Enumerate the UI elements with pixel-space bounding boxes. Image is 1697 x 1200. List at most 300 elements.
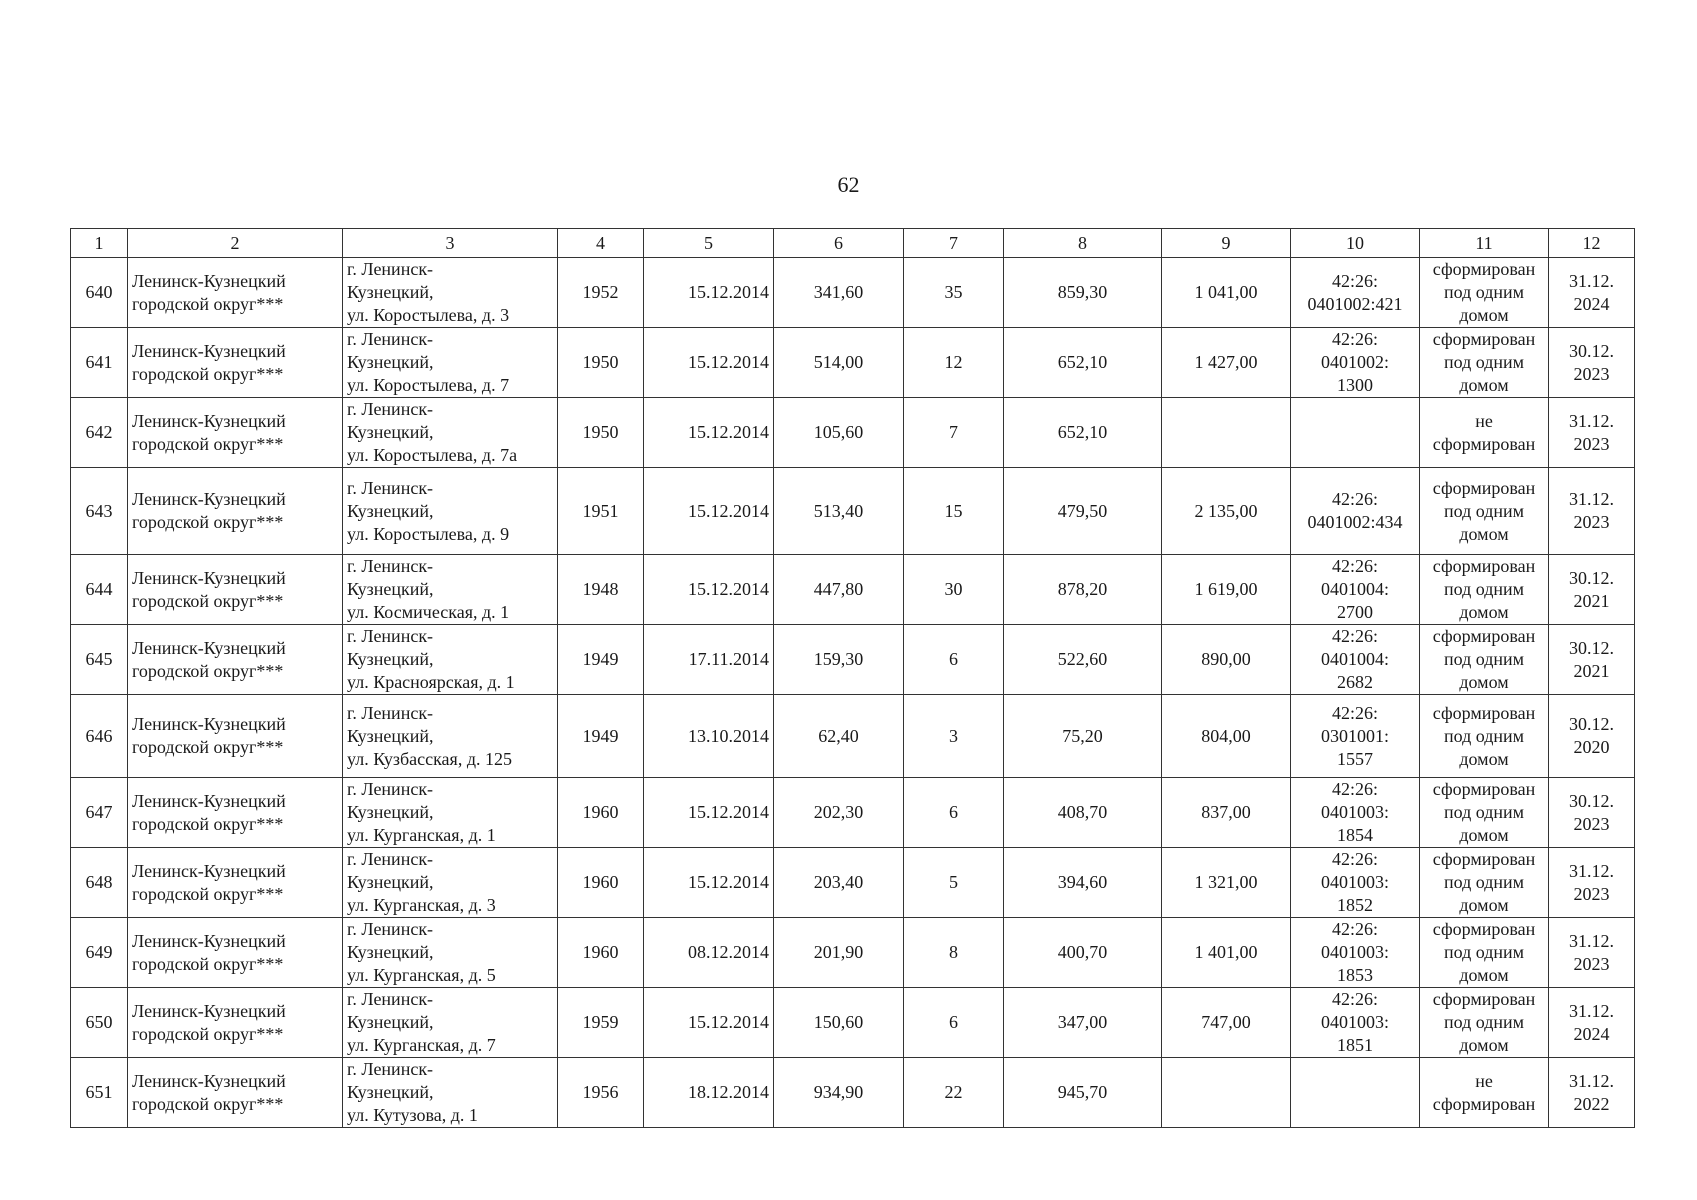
deadline-cell-line: 2023 xyxy=(1573,813,1610,834)
row-number-cell: 651 xyxy=(71,1058,128,1128)
year-cell: 1949 xyxy=(558,695,644,778)
address-cell xyxy=(343,468,558,555)
address-cell-line: ул. Курганская, д. 1 xyxy=(347,825,496,845)
cadastral-number-cell-line: 42:26: xyxy=(1331,556,1378,576)
cadastral-number-cell xyxy=(1291,918,1420,988)
row-number-cell: 645 xyxy=(71,625,128,695)
table-row xyxy=(71,555,1635,625)
municipality-cell xyxy=(128,848,343,918)
year-cell: 1959 xyxy=(558,988,644,1058)
value-cell-9: 804,00 xyxy=(1162,695,1291,778)
deadline-cell xyxy=(1549,988,1635,1058)
cadastral-number-cell-line: 0401004: xyxy=(1320,649,1389,669)
cadastral-number-cell-line: 2682 xyxy=(1337,672,1373,692)
cadastral-number-cell-line: 1300 xyxy=(1337,375,1373,395)
cadastral-number-cell xyxy=(1291,555,1420,625)
address-cell-line: Кузнецкий, xyxy=(347,500,434,521)
cadastral-number-cell-line: 1854 xyxy=(1337,825,1373,845)
date-cell: 15.12.2014 xyxy=(644,328,774,398)
deadline-cell-line: 30.12. xyxy=(1569,790,1614,811)
value-cell-9 xyxy=(1162,398,1291,468)
address-cell-line: г. Ленинск- xyxy=(347,849,434,869)
deadline-cell-line: 31.12. xyxy=(1569,1070,1614,1091)
value-cell-6: 202,30 xyxy=(774,778,904,848)
deadline-cell-line: 30.12. xyxy=(1569,637,1614,658)
municipality-cell-line: городской округ*** xyxy=(132,1023,284,1044)
address-cell-line: ул. Космическая, д. 1 xyxy=(347,602,510,622)
deadline-cell-line: 2024 xyxy=(1573,293,1610,314)
deadline-cell xyxy=(1549,468,1635,555)
year-cell: 1949 xyxy=(558,625,644,695)
value-cell-8: 479,50 xyxy=(1004,468,1162,555)
table-row xyxy=(71,258,1635,328)
address-cell xyxy=(343,918,558,988)
deadline-cell xyxy=(1549,398,1635,468)
land-status-cell-line: домом xyxy=(1459,602,1509,622)
land-status-cell-line: под одним xyxy=(1443,352,1525,372)
value-cell-7: 8 xyxy=(904,918,1004,988)
cadastral-number-cell-line: 0401002:421 xyxy=(1307,293,1403,314)
cadastral-number-cell xyxy=(1291,258,1420,328)
deadline-cell xyxy=(1549,555,1635,625)
cadastral-number-cell xyxy=(1291,695,1420,778)
date-cell: 15.12.2014 xyxy=(644,258,774,328)
municipality-cell-line: Ленинск-Кузнецкий xyxy=(132,340,286,361)
date-cell: 17.11.2014 xyxy=(644,625,774,695)
land-status-cell-line: под одним xyxy=(1443,282,1525,302)
value-cell-7: 35 xyxy=(904,258,1004,328)
land-status-cell-line: сформирован xyxy=(1432,626,1536,646)
address-cell-line: Кузнецкий, xyxy=(347,872,434,892)
value-cell-7: 12 xyxy=(904,328,1004,398)
municipality-cell-line: городской округ*** xyxy=(132,1093,284,1114)
cadastral-number-cell-line: 42:26: xyxy=(1331,702,1378,723)
cadastral-number-cell-line: 42:26: xyxy=(1331,779,1378,799)
deadline-cell-line: 2023 xyxy=(1573,363,1610,384)
address-cell-line: г. Ленинск- xyxy=(347,989,434,1009)
municipality-cell xyxy=(128,328,343,398)
table-row xyxy=(71,398,1635,468)
land-status-cell-line: сформирован xyxy=(1432,779,1536,799)
deadline-cell-line: 31.12. xyxy=(1569,489,1614,509)
address-cell-line: Кузнецкий, xyxy=(347,1012,434,1032)
land-status-cell-line: сформирован xyxy=(1432,329,1536,349)
cadastral-number-cell-line: 0401004: xyxy=(1320,579,1389,599)
address-cell-line: ул. Коростылева, д. 7 xyxy=(347,375,510,395)
land-status-cell xyxy=(1420,468,1549,555)
column-header: 2 xyxy=(128,229,343,258)
date-cell: 13.10.2014 xyxy=(644,695,774,778)
address-cell-line: ул. Курганская, д. 3 xyxy=(347,895,496,915)
land-status-cell xyxy=(1420,398,1549,468)
address-cell xyxy=(343,988,558,1058)
land-status-cell xyxy=(1420,328,1549,398)
deadline-cell-line: 2022 xyxy=(1573,1093,1610,1114)
column-header: 6 xyxy=(774,229,904,258)
value-cell-9: 837,00 xyxy=(1162,778,1291,848)
address-cell-line: Кузнецкий, xyxy=(347,422,434,442)
municipality-cell-line: городской округ*** xyxy=(132,512,284,532)
address-cell-line: г. Ленинск- xyxy=(347,259,434,279)
land-status-cell-line: под одним xyxy=(1443,649,1525,669)
land-status-cell-line: домом xyxy=(1459,305,1509,325)
cadastral-number-cell-line: 1557 xyxy=(1337,748,1373,769)
municipality-cell-line: городской округ*** xyxy=(132,293,284,314)
land-status-cell-line: сформирован xyxy=(1432,477,1536,498)
municipality-cell-line: городской округ*** xyxy=(132,590,284,611)
table-row xyxy=(71,695,1635,778)
row-number-cell: 650 xyxy=(71,988,128,1058)
land-status-cell-line: сформирован xyxy=(1432,702,1536,723)
municipality-cell-line: городской округ*** xyxy=(132,660,284,681)
deadline-cell-line: 31.12. xyxy=(1569,860,1614,881)
column-header: 12 xyxy=(1549,229,1635,258)
land-status-cell-line: сформирован xyxy=(1432,1093,1536,1114)
land-status-cell-line: под одним xyxy=(1443,802,1525,822)
deadline-cell-line: 2021 xyxy=(1573,590,1610,611)
municipality-cell xyxy=(128,625,343,695)
value-cell-9: 1 041,00 xyxy=(1162,258,1291,328)
header-row xyxy=(71,229,1635,258)
date-cell: 15.12.2014 xyxy=(644,778,774,848)
land-status-cell-line: сформирован xyxy=(1432,989,1536,1009)
municipality-cell-line: Ленинск-Кузнецкий xyxy=(132,1070,286,1091)
municipality-cell-line: Ленинск-Кузнецкий xyxy=(132,567,286,588)
address-cell-line: г. Ленинск- xyxy=(347,556,434,576)
value-cell-6: 62,40 xyxy=(774,695,904,778)
address-cell-line: Кузнецкий, xyxy=(347,579,434,599)
land-status-cell-line: под одним xyxy=(1443,872,1525,892)
row-number-cell: 646 xyxy=(71,695,128,778)
value-cell-8: 652,10 xyxy=(1004,328,1162,398)
municipality-cell-line: Ленинск-Кузнецкий xyxy=(132,637,286,658)
year-cell: 1960 xyxy=(558,778,644,848)
deadline-cell-line: 30.12. xyxy=(1569,340,1614,361)
value-cell-8: 408,70 xyxy=(1004,778,1162,848)
deadline-cell-line: 2023 xyxy=(1573,433,1610,454)
cadastral-number-cell-line: 42:26: xyxy=(1331,329,1378,349)
value-cell-9: 747,00 xyxy=(1162,988,1291,1058)
land-status-cell-line: домом xyxy=(1459,1035,1509,1055)
deadline-cell-line: 2023 xyxy=(1573,953,1610,974)
cadastral-number-cell-line: 0401003: xyxy=(1320,1012,1389,1032)
column-header: 5 xyxy=(644,229,774,258)
address-cell-line: ул. Кутузова, д. 1 xyxy=(347,1105,478,1125)
value-cell-7: 6 xyxy=(904,988,1004,1058)
land-status-cell-line: под одним xyxy=(1443,1012,1525,1032)
deadline-cell-line: 30.12. xyxy=(1569,567,1614,588)
cadastral-number-cell-line: 0401003: xyxy=(1320,872,1389,892)
deadline-cell xyxy=(1549,695,1635,778)
cadastral-number-cell-line: 0401003: xyxy=(1320,802,1389,822)
table-row xyxy=(71,328,1635,398)
address-cell-line: г. Ленинск- xyxy=(347,329,434,349)
date-cell: 08.12.2014 xyxy=(644,918,774,988)
row-number-cell: 647 xyxy=(71,778,128,848)
deadline-cell xyxy=(1549,848,1635,918)
address-cell-line: г. Ленинск- xyxy=(347,477,434,498)
table-row xyxy=(71,1058,1635,1128)
year-cell: 1951 xyxy=(558,468,644,555)
value-cell-8: 945,70 xyxy=(1004,1058,1162,1128)
cadastral-number-cell-line: 42:26: xyxy=(1331,919,1378,939)
row-number-cell: 644 xyxy=(71,555,128,625)
cadastral-number-cell-line: 42:26: xyxy=(1331,849,1378,869)
date-cell: 15.12.2014 xyxy=(644,398,774,468)
land-status-cell-line: сформирован xyxy=(1432,849,1536,869)
table-row xyxy=(71,468,1635,555)
address-cell-line: г. Ленинск- xyxy=(347,626,434,646)
municipality-cell-line: Ленинск-Кузнецкий xyxy=(132,714,286,734)
value-cell-6: 203,40 xyxy=(774,848,904,918)
address-cell xyxy=(343,328,558,398)
deadline-cell-line: 31.12. xyxy=(1569,1000,1614,1021)
address-cell-line: Кузнецкий, xyxy=(347,352,434,372)
land-status-cell-line: домом xyxy=(1459,895,1509,915)
address-cell-line: ул. Красноярская, д. 1 xyxy=(347,672,515,692)
date-cell: 15.12.2014 xyxy=(644,848,774,918)
land-status-cell xyxy=(1420,778,1549,848)
municipality-cell-line: Ленинск-Кузнецкий xyxy=(132,790,286,811)
value-cell-8: 859,30 xyxy=(1004,258,1162,328)
value-cell-6: 934,90 xyxy=(774,1058,904,1128)
row-number-cell: 649 xyxy=(71,918,128,988)
year-cell: 1950 xyxy=(558,398,644,468)
cadastral-number-cell-line: 42:26: xyxy=(1331,626,1378,646)
deadline-cell xyxy=(1549,778,1635,848)
column-header: 9 xyxy=(1162,229,1291,258)
address-cell-line: ул. Коростылева, д. 3 xyxy=(347,305,510,325)
value-cell-6: 341,60 xyxy=(774,258,904,328)
row-number-cell: 640 xyxy=(71,258,128,328)
table-row xyxy=(71,988,1635,1058)
address-cell-line: ул. Коростылева, д. 9 xyxy=(347,523,510,544)
cadastral-number-cell xyxy=(1291,848,1420,918)
cadastral-number-cell-line: 0401003: xyxy=(1320,942,1389,962)
value-cell-8: 347,00 xyxy=(1004,988,1162,1058)
municipality-cell xyxy=(128,918,343,988)
table-row xyxy=(71,918,1635,988)
deadline-cell-line: 2024 xyxy=(1573,1023,1610,1044)
cadastral-number-cell xyxy=(1291,778,1420,848)
column-header: 4 xyxy=(558,229,644,258)
address-cell xyxy=(343,848,558,918)
municipality-cell xyxy=(128,468,343,555)
cadastral-number-cell-line: 1852 xyxy=(1337,895,1373,915)
value-cell-7: 22 xyxy=(904,1058,1004,1128)
address-cell xyxy=(343,258,558,328)
value-cell-8: 878,20 xyxy=(1004,555,1162,625)
land-status-cell-line: сформирован xyxy=(1432,433,1536,454)
deadline-cell-line: 31.12. xyxy=(1569,930,1614,951)
cadastral-number-cell-line: 1851 xyxy=(1337,1035,1373,1055)
value-cell-6: 514,00 xyxy=(774,328,904,398)
cadastral-number-cell-line: 42:26: xyxy=(1331,989,1378,1009)
municipality-cell-line: Ленинск-Кузнецкий xyxy=(132,270,286,291)
cadastral-number-cell-line: 1853 xyxy=(1337,965,1373,985)
municipality-cell-line: Ленинск-Кузнецкий xyxy=(132,860,286,881)
municipality-cell xyxy=(128,778,343,848)
land-status-cell-line: сформирован xyxy=(1432,259,1536,279)
cadastral-number-cell xyxy=(1291,328,1420,398)
address-cell-line: г. Ленинск- xyxy=(347,779,434,799)
value-cell-7: 6 xyxy=(904,625,1004,695)
land-status-cell-line: домом xyxy=(1459,375,1509,395)
land-status-cell-line: сформирован xyxy=(1432,556,1536,576)
cadastral-number-cell-line: 42:26: xyxy=(1331,489,1378,509)
row-number-cell: 643 xyxy=(71,468,128,555)
municipality-cell-line: городской округ*** xyxy=(132,813,284,834)
municipality-cell xyxy=(128,1058,343,1128)
deadline-cell xyxy=(1549,328,1635,398)
cadastral-number-cell-line: 0301001: xyxy=(1320,725,1389,746)
municipality-cell-line: Ленинск-Кузнецкий xyxy=(132,1000,286,1021)
address-cell xyxy=(343,398,558,468)
value-cell-9: 2 135,00 xyxy=(1162,468,1291,555)
land-status-cell xyxy=(1420,555,1549,625)
year-cell: 1956 xyxy=(558,1058,644,1128)
municipality-cell-line: Ленинск-Кузнецкий xyxy=(132,489,286,509)
value-cell-6: 150,60 xyxy=(774,988,904,1058)
address-cell-line: ул. Курганская, д. 5 xyxy=(347,965,496,985)
year-cell: 1950 xyxy=(558,328,644,398)
address-cell-line: ул. Коростылева, д. 7а xyxy=(347,445,518,465)
deadline-cell-line: 2021 xyxy=(1573,660,1610,681)
address-cell xyxy=(343,695,558,778)
deadline-cell-line: 2023 xyxy=(1573,883,1610,904)
value-cell-6: 201,90 xyxy=(774,918,904,988)
value-cell-9: 890,00 xyxy=(1162,625,1291,695)
land-status-cell-line: домом xyxy=(1459,523,1509,544)
value-cell-7: 15 xyxy=(904,468,1004,555)
municipality-cell-line: Ленинск-Кузнецкий xyxy=(132,410,286,431)
address-cell-line: Кузнецкий, xyxy=(347,1082,434,1102)
municipality-cell-line: городской округ*** xyxy=(132,883,284,904)
table-row xyxy=(71,778,1635,848)
column-header: 3 xyxy=(343,229,558,258)
value-cell-8: 75,20 xyxy=(1004,695,1162,778)
value-cell-7: 6 xyxy=(904,778,1004,848)
land-status-cell xyxy=(1420,695,1549,778)
value-cell-9: 1 321,00 xyxy=(1162,848,1291,918)
year-cell: 1952 xyxy=(558,258,644,328)
deadline-cell-line: 2023 xyxy=(1573,512,1610,532)
column-header: 10 xyxy=(1291,229,1420,258)
deadline-cell xyxy=(1549,625,1635,695)
municipality-cell xyxy=(128,695,343,778)
cadastral-number-cell-line: 42:26: xyxy=(1331,270,1378,291)
address-cell-line: Кузнецкий, xyxy=(347,725,434,746)
address-cell-line: ул. Курганская, д. 7 xyxy=(347,1035,496,1055)
municipality-cell-line: городской округ*** xyxy=(132,953,284,974)
municipality-cell xyxy=(128,555,343,625)
address-cell-line: г. Ленинск- xyxy=(347,919,434,939)
land-status-cell xyxy=(1420,258,1549,328)
address-cell-line: Кузнецкий, xyxy=(347,802,434,822)
address-cell-line: Кузнецкий, xyxy=(347,649,434,669)
date-cell: 15.12.2014 xyxy=(644,468,774,555)
value-cell-8: 522,60 xyxy=(1004,625,1162,695)
row-number-cell: 648 xyxy=(71,848,128,918)
address-cell-line: г. Ленинск- xyxy=(347,702,434,723)
deadline-cell xyxy=(1549,258,1635,328)
date-cell: 15.12.2014 xyxy=(644,555,774,625)
row-number-cell: 642 xyxy=(71,398,128,468)
municipality-cell-line: Ленинск-Кузнецкий xyxy=(132,930,286,951)
value-cell-6: 447,80 xyxy=(774,555,904,625)
date-cell: 15.12.2014 xyxy=(644,988,774,1058)
address-cell xyxy=(343,778,558,848)
year-cell: 1948 xyxy=(558,555,644,625)
municipality-cell-line: городской округ*** xyxy=(132,433,284,454)
municipality-cell xyxy=(128,398,343,468)
land-status-cell-line: домом xyxy=(1459,748,1509,769)
cadastral-number-cell xyxy=(1291,398,1420,468)
address-cell-line: Кузнецкий, xyxy=(347,282,434,302)
land-status-cell-line: сформирован xyxy=(1432,919,1536,939)
municipality-cell-line: городской округ*** xyxy=(132,737,284,757)
land-status-cell-line: домом xyxy=(1459,965,1509,985)
deadline-cell xyxy=(1549,1058,1635,1128)
year-cell: 1960 xyxy=(558,918,644,988)
value-cell-9: 1 401,00 xyxy=(1162,918,1291,988)
address-cell-line: ул. Кузбасская, д. 125 xyxy=(347,748,512,769)
address-cell xyxy=(343,1058,558,1128)
cadastral-number-cell xyxy=(1291,625,1420,695)
value-cell-9: 1 427,00 xyxy=(1162,328,1291,398)
municipality-cell xyxy=(128,988,343,1058)
cadastral-number-cell xyxy=(1291,1058,1420,1128)
deadline-cell-line: 31.12. xyxy=(1569,410,1614,431)
deadline-cell-line: 31.12. xyxy=(1569,270,1614,291)
value-cell-8: 400,70 xyxy=(1004,918,1162,988)
page-number: 62 xyxy=(837,172,860,197)
deadline-cell-line: 2020 xyxy=(1573,737,1610,757)
value-cell-9: 1 619,00 xyxy=(1162,555,1291,625)
cadastral-number-cell xyxy=(1291,468,1420,555)
table-row xyxy=(71,848,1635,918)
land-status-cell-line: не xyxy=(1475,1070,1493,1091)
column-header: 11 xyxy=(1420,229,1549,258)
deadline-cell-line: 30.12. xyxy=(1569,714,1614,734)
municipality-cell xyxy=(128,258,343,328)
land-status-cell-line: под одним xyxy=(1443,579,1525,599)
date-cell: 18.12.2014 xyxy=(644,1058,774,1128)
value-cell-6: 159,30 xyxy=(774,625,904,695)
land-status-cell xyxy=(1420,848,1549,918)
value-cell-8: 394,60 xyxy=(1004,848,1162,918)
address-cell xyxy=(343,555,558,625)
address-cell-line: г. Ленинск- xyxy=(347,399,434,419)
value-cell-7: 7 xyxy=(904,398,1004,468)
row-number-cell: 641 xyxy=(71,328,128,398)
value-cell-6: 105,60 xyxy=(774,398,904,468)
column-header: 1 xyxy=(71,229,128,258)
land-status-cell-line: под одним xyxy=(1443,500,1525,521)
land-status-cell xyxy=(1420,625,1549,695)
value-cell-9 xyxy=(1162,1058,1291,1128)
land-status-cell-line: под одним xyxy=(1443,725,1525,746)
land-status-cell-line: домом xyxy=(1459,672,1509,692)
value-cell-7: 30 xyxy=(904,555,1004,625)
value-cell-8: 652,10 xyxy=(1004,398,1162,468)
municipality-cell-line: городской округ*** xyxy=(132,363,284,384)
table-row xyxy=(71,625,1635,695)
address-cell-line: г. Ленинск- xyxy=(347,1059,434,1079)
deadline-cell xyxy=(1549,918,1635,988)
value-cell-7: 3 xyxy=(904,695,1004,778)
land-status-cell xyxy=(1420,918,1549,988)
